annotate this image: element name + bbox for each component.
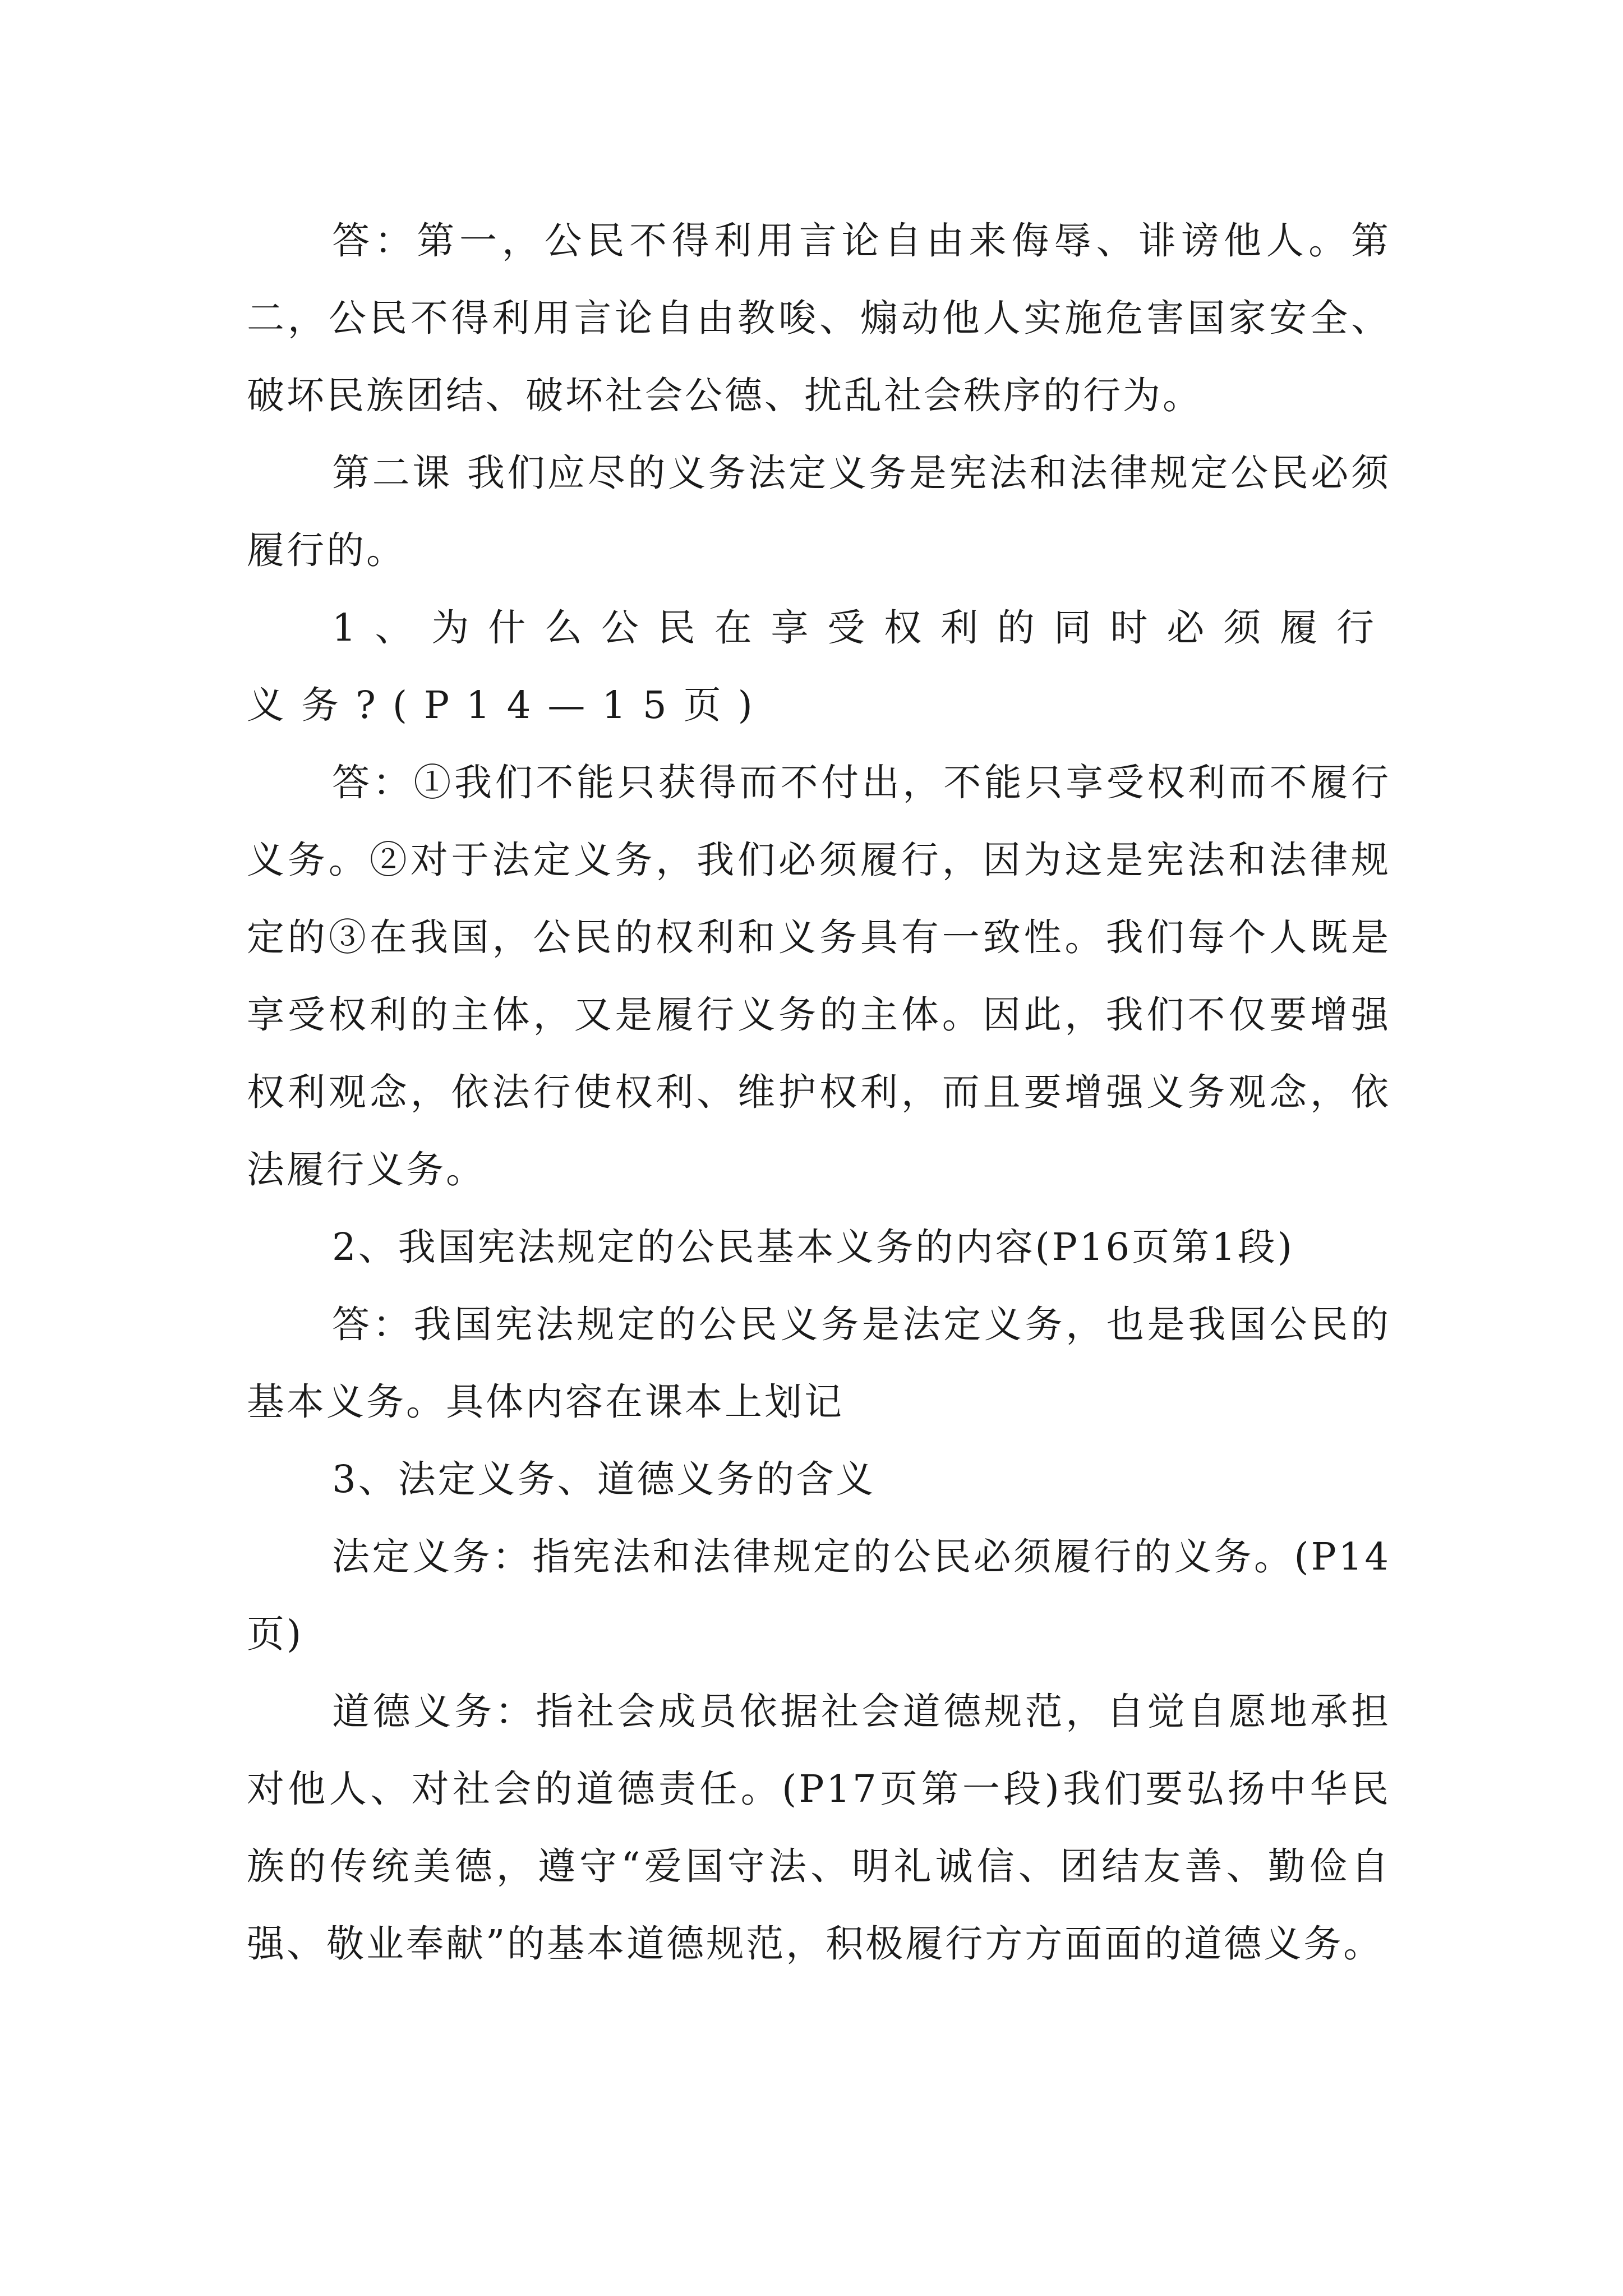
paragraph-answer-1: 答：①我们不能只获得而不付出，不能只享受权利而不履行义务。②对于法定义务，我们必须履行，因为这是宪法和法律规定的③在我国，公民的权利和义务具有一致性。我们每个人既是享受权利的主体，又是履行义务的主体。因此，我们不仅要增强权利观念，依法行使权利、维护权利，而且要增强义务观念，依法履行义务。 (247, 761, 1391, 1191)
paragraph-question-3: 3、法定义务、道德义务的含义 (332, 1457, 876, 1501)
paragraph-answer-2: 答：我国宪法规定的公民义务是法定义务，也是我国公民的基本义务。具体内容在课本上划记 (247, 1303, 1391, 1424)
paragraph-question-2: 2、我国宪法规定的公民基本义务的内容(P16页第1段) (332, 1225, 1294, 1269)
paragraph-lesson-two-heading: 第二课 我们应尽的义务法定义务是宪法和法律规定公民必须履行的。 (247, 451, 1391, 572)
document-body (247, 202, 1391, 1982)
paragraph-moral-duty-definition: 道德义务：指社会成员依据社会道德规范，自觉自愿地承担对他人、对社会的道德责任。(P17页第一段)我们要弘扬中华民族的传统美德，遵守“爱国守法、明礼诚信、团结友善、勤俭自强、敬业奉献”的基本道德规范，积极履行方方面面的道德义务。 (247, 1690, 1391, 1966)
paragraph-question-1: 1、为什么公民在享受权利的同时必须履行义务?(P14—15页) (247, 606, 1391, 727)
paragraph-legal-duty-definition: 法定义务：指宪法和法律规定的公民必须履行的义务。(P14页) (247, 1535, 1391, 1656)
paragraph-answer-speech-freedom: 答：第一，公民不得利用言论自由来侮辱、诽谤他人。第二，公民不得利用言论自由教唆、煽动他人实施危害国家安全、破坏民族团结、破坏社会公德、扰乱社会秩序的行为。 (247, 219, 1391, 417)
